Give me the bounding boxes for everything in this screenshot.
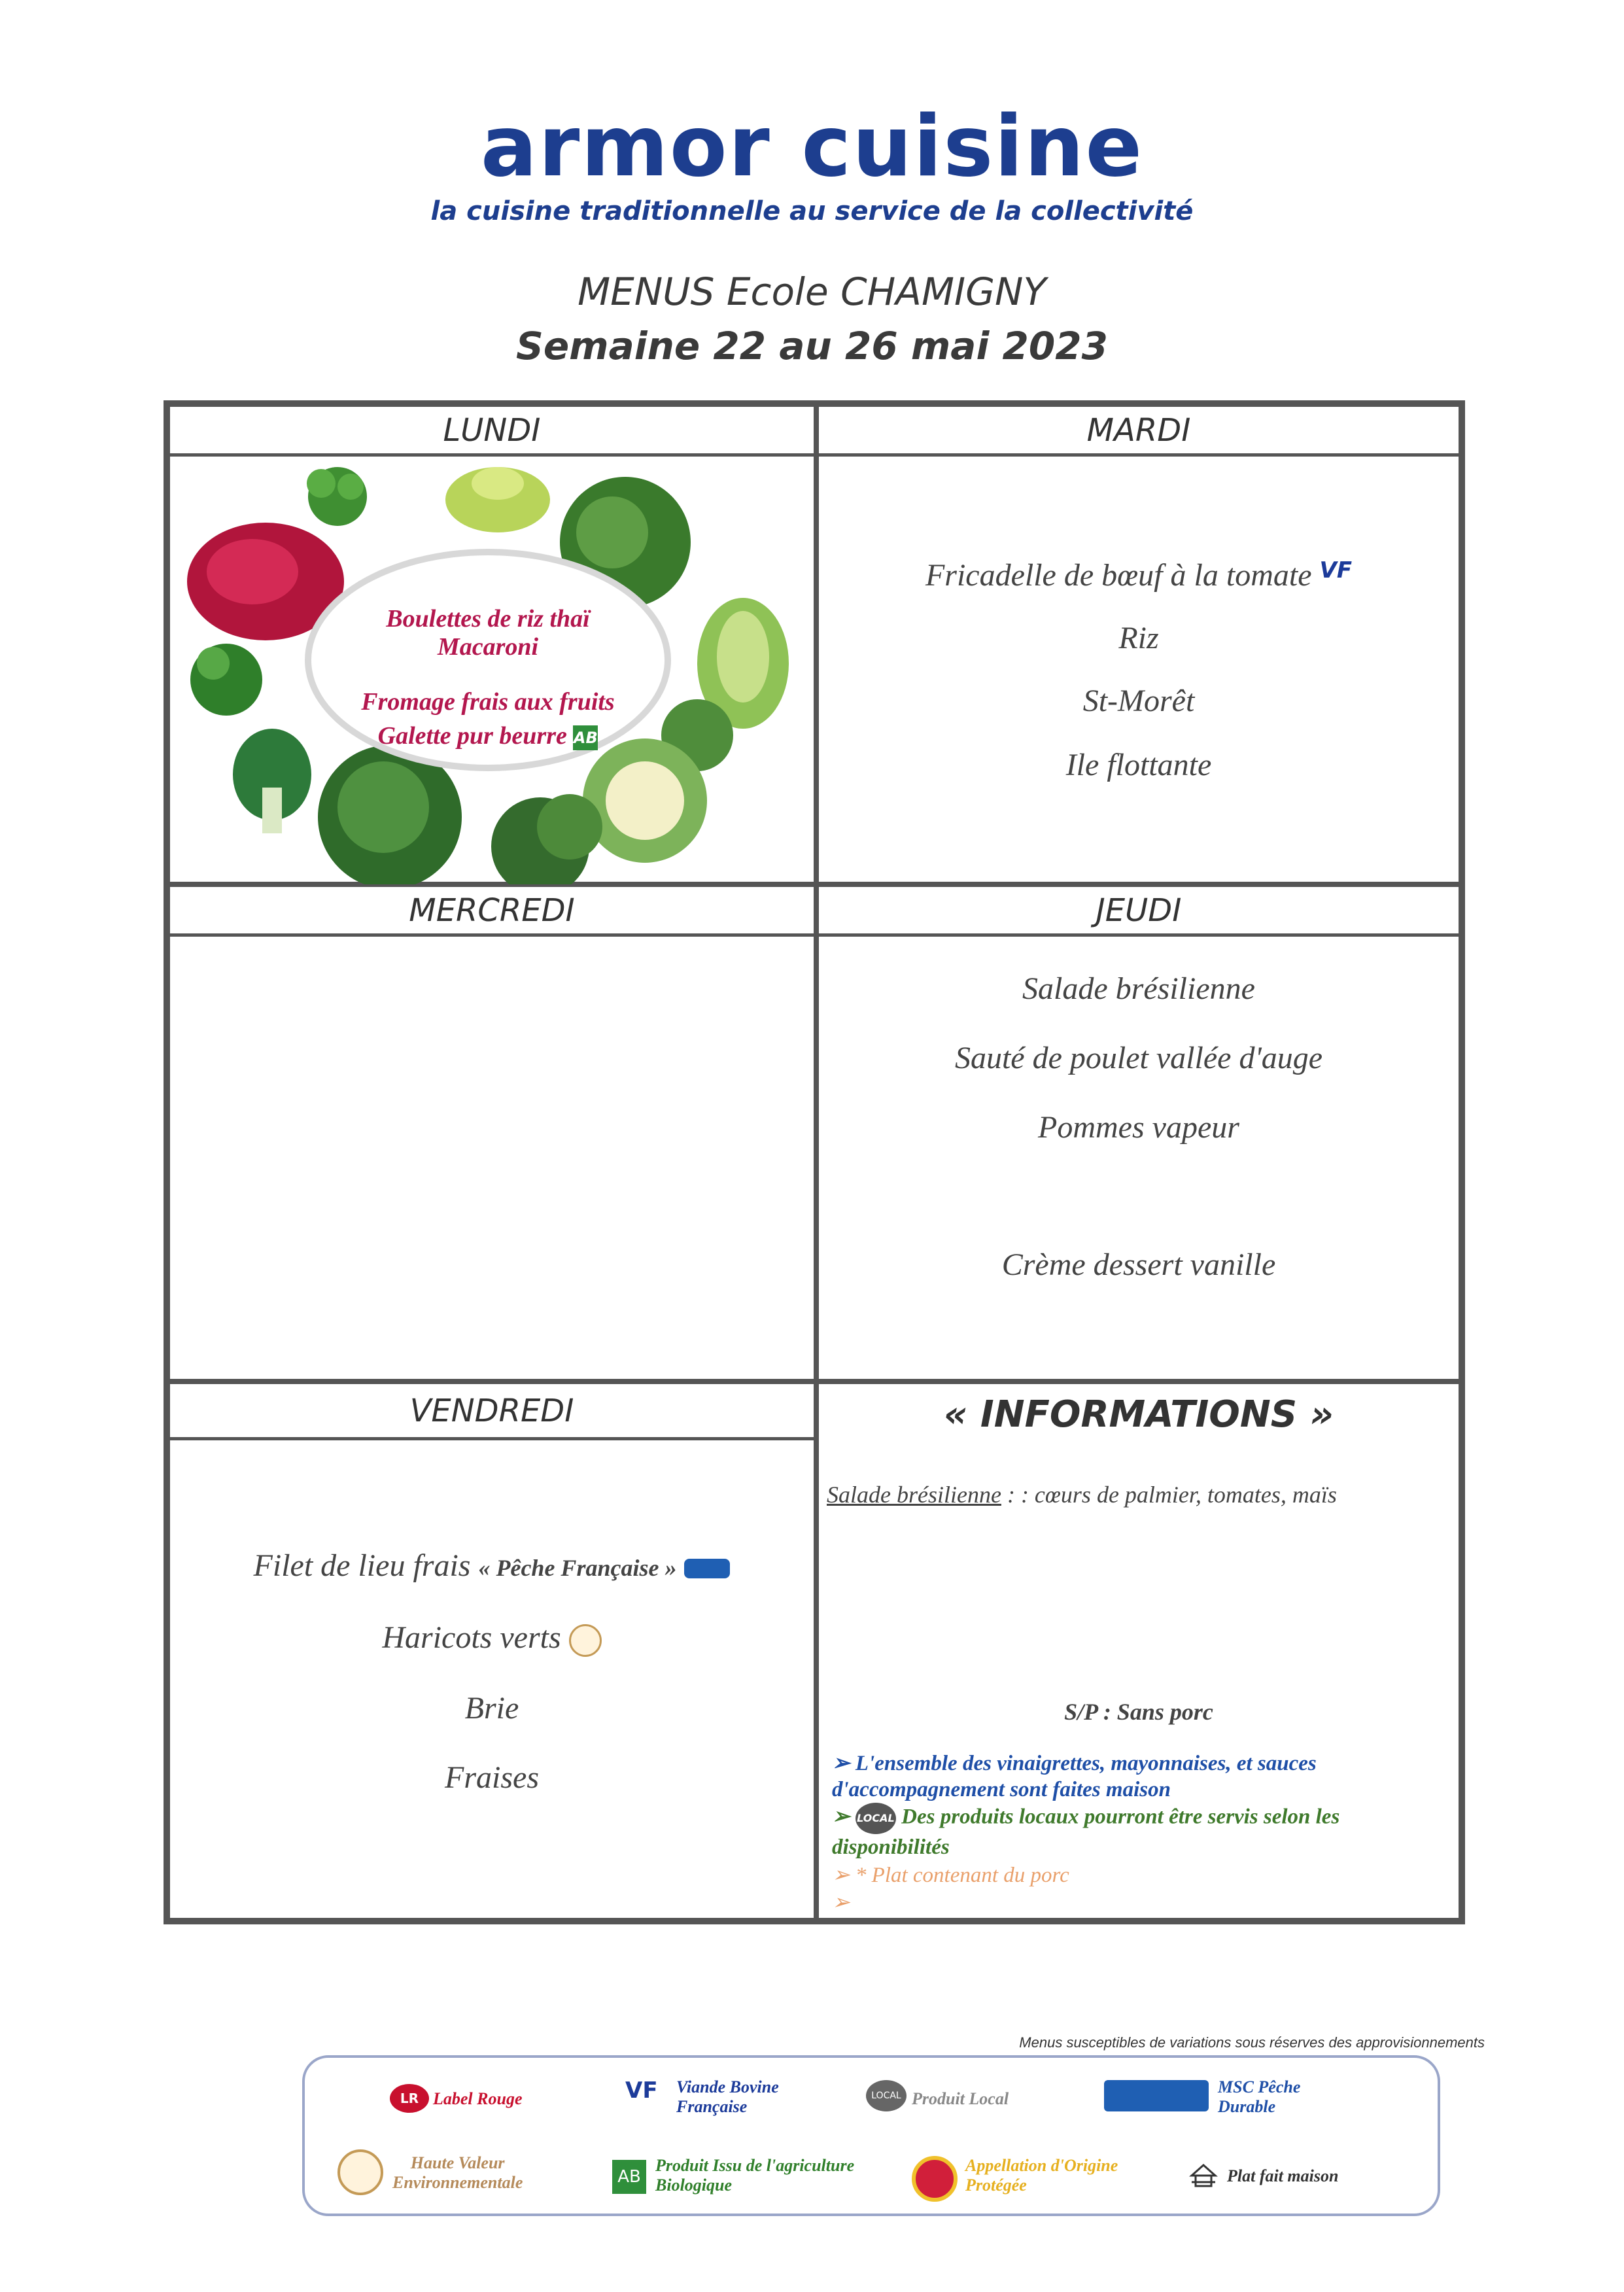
dish-lundi-4 bbox=[305, 721, 671, 750]
produit-local-icon bbox=[866, 2080, 907, 2111]
cell-mardi bbox=[816, 404, 1461, 884]
cell-vendredi bbox=[167, 1381, 816, 1920]
dish-mardi-1 bbox=[819, 557, 1459, 593]
bullet-icon: ➢ bbox=[832, 1891, 850, 1915]
dish-vendredi-1-text: Filet de lieu frais bbox=[253, 1548, 471, 1583]
bullet-icon: ➢ bbox=[832, 1864, 850, 1887]
legend-box bbox=[302, 2055, 1440, 2216]
dish-jeudi-1: Salade brésilienne bbox=[1022, 971, 1255, 1006]
legend-viande-bovine-2: Française bbox=[676, 2097, 748, 2116]
cell-mercredi bbox=[167, 884, 816, 1381]
legend-msc-2: Durable bbox=[1218, 2097, 1276, 2116]
vendredi-dishes bbox=[170, 1384, 814, 1918]
msc-icon bbox=[684, 1559, 730, 1578]
label-rouge-mark: LR bbox=[400, 2091, 419, 2106]
day-header-lundi: LUNDI bbox=[170, 407, 814, 457]
legend-bio-2: Biologique bbox=[655, 2176, 733, 2195]
label-rouge-icon bbox=[390, 2084, 429, 2113]
brand-title: armor cuisine bbox=[480, 98, 1144, 196]
legend-label-rouge: Label Rouge bbox=[433, 2089, 523, 2108]
legend-viande-bovine-1: Viande Bovine bbox=[676, 2077, 779, 2096]
dish-lundi-1: Boulettes de riz thaï bbox=[386, 605, 590, 633]
legend-hve-2: Environnementale bbox=[392, 2173, 523, 2192]
dish-mardi-3: St-Morêt bbox=[1082, 684, 1195, 718]
legend-hve bbox=[392, 2153, 523, 2193]
fait-maison-icon bbox=[1189, 2162, 1218, 2189]
hve-legend-icon bbox=[337, 2149, 383, 2195]
dish-mardi-1-text: Fricadelle de bœuf à la tomate bbox=[925, 558, 1312, 593]
dish-jeudi-2: Sauté de poulet vallée d'auge bbox=[954, 1041, 1323, 1075]
dish-vendredi-2-text: Haricots verts bbox=[382, 1620, 561, 1655]
bullet-icon: ➢ bbox=[832, 1805, 850, 1829]
dish-mardi-2: Riz bbox=[1118, 621, 1159, 655]
info-porc bbox=[832, 1862, 1069, 1888]
supply-footnote: Menus susceptibles de variations sous réserves des approvisionnements bbox=[1019, 2034, 1485, 2051]
info-vinaigrettes-text: L'ensemble des vinaigrettes, mayonnaises, et sauces d'accompagnement sont faites maison bbox=[832, 1752, 1317, 1801]
cell-informations bbox=[816, 1381, 1461, 1920]
legend-produit-local: Produit Local bbox=[912, 2089, 1009, 2108]
info-vinaigrettes bbox=[832, 1750, 1421, 1803]
cell-jeudi bbox=[816, 884, 1461, 1381]
menu-grid bbox=[164, 400, 1465, 1924]
legend-aop-2: Protégée bbox=[965, 2176, 1027, 2195]
info-salade bbox=[827, 1481, 1337, 1508]
info-sans-porc: S/P : Sans porc bbox=[1064, 1699, 1213, 1725]
brand-tagline: la cuisine traditionnelle au service de la collectivité bbox=[430, 196, 1194, 226]
star-icon: * bbox=[855, 1864, 867, 1887]
dish-vendredi-2 bbox=[170, 1620, 814, 1657]
info-salade-term: Salade brésilienne bbox=[827, 1482, 1001, 1508]
legend-hve-1: Haute Valeur bbox=[410, 2153, 505, 2172]
legend-aop bbox=[965, 2156, 1118, 2195]
dish-mardi-4: Ile flottante bbox=[1065, 748, 1212, 782]
vegetable-illustration bbox=[174, 460, 818, 886]
bullet-icon: ➢ bbox=[832, 1752, 850, 1775]
dish-lundi-4-text: Galette pur beurre bbox=[377, 722, 567, 750]
day-header-mardi: MARDI bbox=[819, 407, 1459, 457]
dish-lundi-3: Fromage frais aux fruits bbox=[361, 688, 615, 716]
info-local bbox=[832, 1803, 1421, 1860]
legend-bio bbox=[655, 2156, 854, 2195]
menu-title: MENUS Ecole CHAMIGNY bbox=[578, 269, 1046, 314]
info-salade-desc: : : cœurs de palmier, tomates, maïs bbox=[1007, 1482, 1337, 1508]
legend-aop-1: Appellation d'Origine bbox=[965, 2156, 1118, 2175]
legend-viande-bovine bbox=[676, 2077, 779, 2117]
dish-vendredi-1 bbox=[170, 1548, 814, 1584]
local-icon: LOCAL bbox=[855, 1803, 896, 1834]
dish-vendredi-1-tag: « Pêche Française » bbox=[478, 1555, 677, 1581]
mardi-dishes bbox=[819, 407, 1459, 882]
dish-jeudi-4: Crème dessert vanille bbox=[1001, 1247, 1276, 1282]
legend-bio-1: Produit Issu de l'agriculture bbox=[655, 2156, 855, 2175]
legend-fait-maison: Plat fait maison bbox=[1227, 2166, 1339, 2185]
dish-lundi-2: Macaroni bbox=[437, 633, 539, 661]
aop-legend-icon bbox=[912, 2156, 958, 2202]
dish-vendredi-4: Fraises bbox=[445, 1760, 539, 1795]
informations-title: « INFORMATIONS » bbox=[943, 1393, 1334, 1436]
legend-msc bbox=[1218, 2077, 1300, 2117]
cell-lundi bbox=[167, 404, 816, 884]
legend-msc-1: MSC Pêche bbox=[1218, 2077, 1301, 2096]
dish-vendredi-3: Brie bbox=[464, 1691, 519, 1726]
bio-legend-icon bbox=[612, 2160, 646, 2194]
day-header-jeudi: JEUDI bbox=[819, 887, 1459, 937]
organic-icon: AB bbox=[573, 725, 598, 750]
info-porc-text: Plat contenant du porc bbox=[871, 1864, 1069, 1887]
menu-week: Semaine 22 au 26 mai 2023 bbox=[516, 324, 1108, 368]
msc-legend-icon bbox=[1104, 2080, 1209, 2111]
bio-mark: AB bbox=[617, 2167, 641, 2187]
day-header-vendredi: VENDREDI bbox=[170, 1384, 814, 1440]
hve-icon bbox=[569, 1624, 602, 1657]
viande-bovine-francaise-icon: VF bbox=[1319, 557, 1353, 583]
local-mark: LOCAL bbox=[871, 2091, 901, 2101]
day-header-mercredi: MERCREDI bbox=[170, 887, 814, 937]
jeudi-dishes bbox=[819, 887, 1459, 1379]
dish-jeudi-3: Pommes vapeur bbox=[1038, 1110, 1239, 1145]
vbf-mark: VF bbox=[625, 2077, 658, 2104]
info-local-text: Des produits locaux pourront être servis selon les disponibilités bbox=[832, 1805, 1340, 1859]
viande-bovine-icon bbox=[625, 2077, 666, 2104]
